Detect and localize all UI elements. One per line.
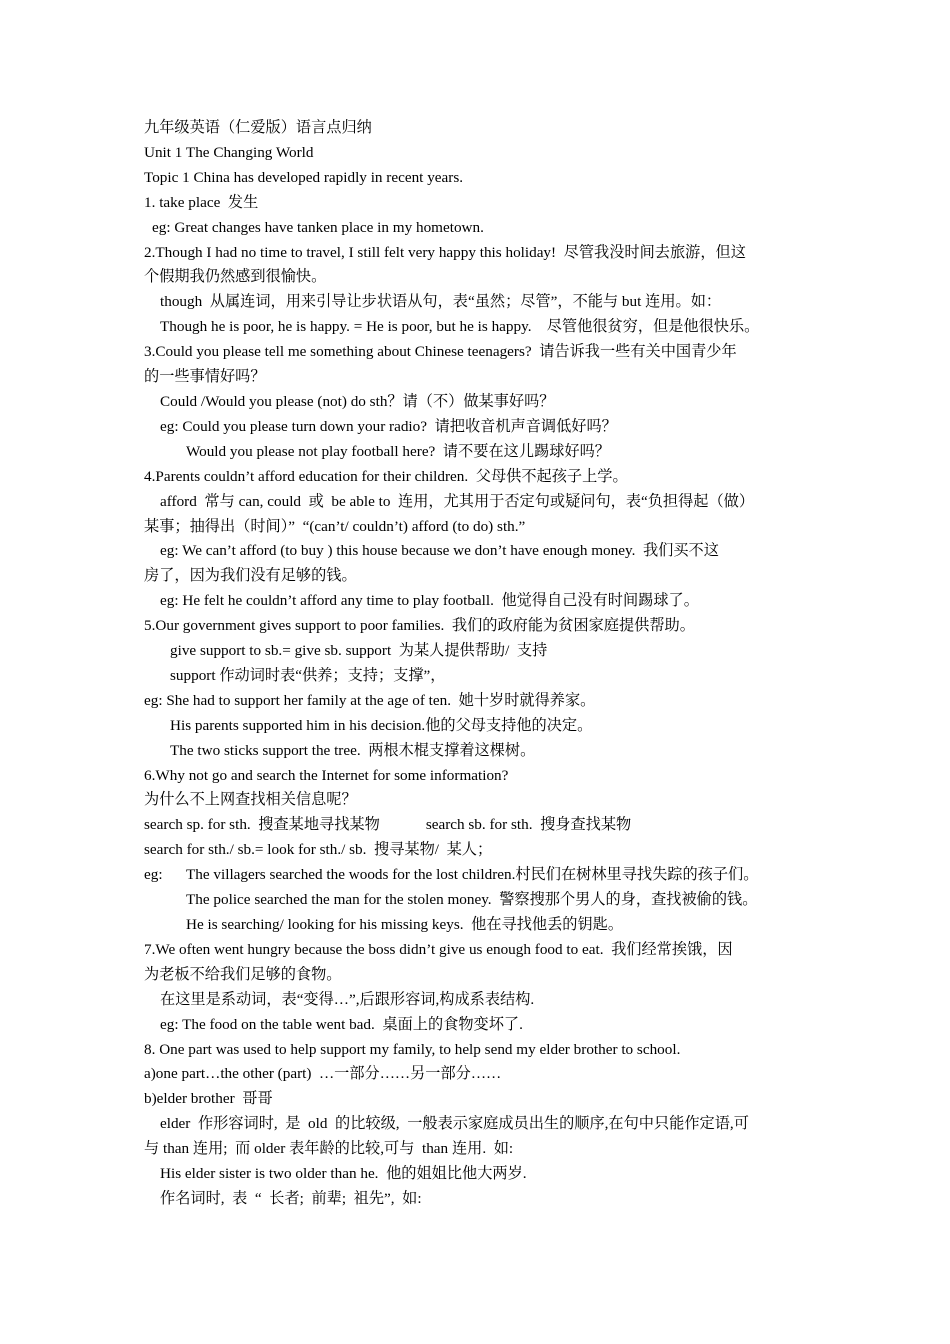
- point-8-heading: 8. One part was used to help support my family, to help send my elder brother to school.: [144, 1040, 681, 1058]
- point-6-def-1b: search sb. for sth. 搜身查找某物: [425, 816, 632, 834]
- point-4-note: afford 常与 can, could 或 be able to 连用，尤其用于否定句或疑问句，表“负担得起（做）: [160, 492, 755, 510]
- point-6-def-1a: search sp. for sth. 搜查某地寻找某物: [144, 816, 380, 834]
- point-3-sentence: 3.Could you please tell me something about Chinese teenagers? 请告诉我一些有关中国青少年: [144, 343, 737, 361]
- point-8-note-1: elder 作形容词时, 是 old 的比较级, 一般表示家庭成员出生的顺序,在句中只能作定语,可: [160, 1115, 749, 1133]
- point-6-definition-2: search for sth./ sb.= look for sth./ sb. 搜寻某物/ 某人；: [144, 841, 493, 859]
- point-8-note-2: 作名词时, 表 “ 长者; 前辈; 祖先”, 如:: [160, 1189, 422, 1207]
- point-2-note: though 从属连词，用来引导让步状语从句，表“虽然；尽管”，不能与 but 连用。如：: [160, 293, 722, 311]
- point-3-sentence-cont: 的一些事情好吗？: [144, 368, 266, 386]
- point-6-example-1-row: [144, 863, 808, 888]
- point-4-sentence: 4.Parents couldn’t afford education for their children. 父母供不起孩子上学。: [144, 467, 628, 485]
- document-title: 九年级英语（仁爱版）语言点归纳: [144, 119, 372, 136]
- point-6-translation: 为什么不上网查找相关信息呢？: [144, 791, 357, 809]
- point-6-eg-label: eg:: [144, 866, 163, 884]
- point-3-example-2: Would you please not play football here? 请不要在这儿踢球好吗？: [186, 442, 610, 460]
- point-4-example-2: eg: He felt he couldn’t afford any time to play football. 他觉得自己没有时间踢球了。: [160, 592, 699, 610]
- point-5-note-1: give support to sb.= give sb. support 为某人提供帮助/ 支持: [170, 642, 548, 660]
- point-5-example-2: His parents supported him in his decision.他的父母支持他的决定。: [170, 716, 593, 734]
- point-6-example-3: He is searching/ looking for his missing keys. 他在寻找他丢的钥匙。: [186, 916, 624, 933]
- point-8-sub-a: a)one part…the other (part) …一部分……另一部分……: [144, 1065, 502, 1083]
- unit-heading: Unit 1 The Changing World: [144, 143, 314, 161]
- point-4-example-1-cont: 房了，因为我们没有足够的钱。: [144, 567, 357, 585]
- point-1-example: eg: Great changes have tanken place in my hometown.: [152, 218, 484, 236]
- point-5-heading: 5.Our government gives support to poor families. 我们的政府能为贫困家庭提供帮助。: [144, 617, 695, 635]
- point-6-heading: 6.Why not go and search the Internet for some information?: [144, 766, 509, 784]
- point-2-sentence: 2.Though I had no time to travel, I still felt very happy this holiday! 尽管我没时间去旅游，但这: [144, 243, 746, 261]
- point-7-sentence-cont: 为老板不给我们足够的食物。: [144, 965, 342, 983]
- point-7-example: eg: The food on the table went bad. 桌面上的食物变坏了.: [160, 1015, 523, 1033]
- point-5-note-2: support 作动词时表“供养；支持；支撑”，: [170, 666, 446, 684]
- point-8-sub-b: b)elder brother 哥哥: [144, 1090, 273, 1108]
- point-3-note: Could /Would you please (not) do sth？请（不）做某事好吗？: [160, 392, 555, 410]
- point-6-definition-1: [144, 813, 808, 838]
- point-6-example-1: The villagers searched the woods for the lost children.村民们在树林里寻找失踪的孩子们。: [186, 866, 759, 884]
- point-8-note-1-cont: 与 than 连用; 而 older 表年龄的比较,可与 than 连用. 如:: [144, 1140, 514, 1158]
- point-2-sentence-cont: 个假期我仍然感到很愉快。: [144, 268, 327, 286]
- point-2-example: Though he is poor, he is happy. = He is poor, but he is happy. 尽管他很贫穷，但是他很快乐。: [160, 318, 760, 336]
- point-7-sentence: 7.We often went hungry because the boss didn’t give us enough food to eat. 我们经常挨饿，因: [144, 940, 733, 958]
- point-5-example-3: The two sticks support the tree. 两根木棍支撑着这棵树。: [170, 741, 536, 759]
- topic-heading: Topic 1 China has developed rapidly in recent years.: [144, 168, 464, 186]
- point-4-note-cont: 某事；抽得出（时间）” “(can’t/ couldn’t) afford (to do) sth.”: [144, 517, 526, 535]
- point-8-example: His elder sister is two older than he. 他的姐姐比他大两岁.: [160, 1165, 527, 1183]
- point-1-heading: 1. take place 发生: [144, 193, 259, 211]
- point-6-example-2: The police searched the man for the stolen money. 警察搜那个男人的身，查找被偷的钱。: [186, 891, 758, 909]
- point-5-example-1: eg: She had to support her family at the age of ten. 她十岁时就得养家。: [144, 691, 596, 709]
- point-4-example-1: eg: We can’t afford (to buy ) this house because we don’t have enough money. 我们买不这: [160, 542, 719, 560]
- document-body: [144, 116, 808, 1212]
- point-3-example-1: eg: Could you please turn down your radio? 请把收音机声音调低好吗？: [160, 417, 617, 435]
- point-7-note: 在这里是系动词，表“变得…”,后跟形容词,构成系表结构.: [160, 990, 535, 1008]
